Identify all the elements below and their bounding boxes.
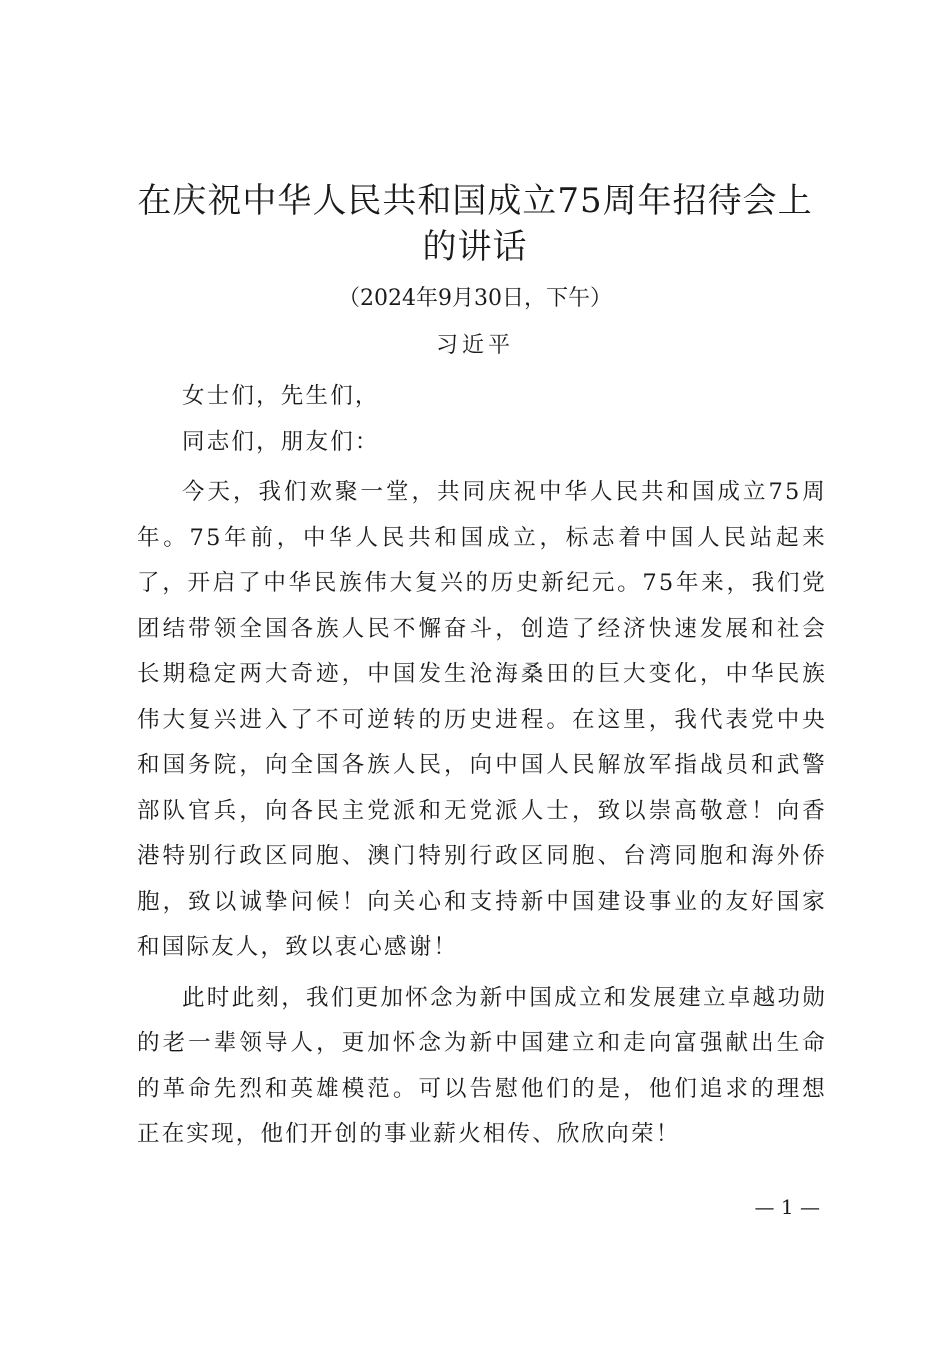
document-title: 在庆祝中华人民共和国成立75周年招待会上的讲话 [137,181,813,267]
body-paragraph: 此时此刻，我们更加怀念为新中国成立和发展建立卓越功勋的老一辈领导人，更加怀念为新中国建立和走向富强献出生命的革命先烈和英雄模范。可以告慰他们的是，他们追求的理想正在实现，他们开创的事业薪火相传、欣欣向荣！ [137,984,827,1147]
page-number: — 1 — [754,1195,820,1219]
salutation-line: 女士们，先生们， [182,383,380,409]
salutation-line: 同志们，朋友们： [182,428,380,455]
speech-date: （2024年9月30日，下午） [338,286,612,311]
speech-body [137,374,827,1158]
body-paragraph: 今天，我们欢聚一堂，共同庆祝中华人民共和国成立75周年。75年前，中华人民共和国成立，标志着中国人民站起来了，开启了中华民族伟大复兴的历史新纪元。75年来，我们党团结带领全国各族人民不懈奋斗，创造了经济快速发展和社会长期稳定两大奇迹，中国发生沧海桑田的巨大变化，中华民族伟大复兴进入了不可逆转的历史进程。在这里，我代表党中央和国务院，向全国各族人民，向中国人民解放军指战员和武警部队官兵，向各民主党派和无党派人士，致以崇高敬意！向香港特别行政区同胞、澳门特别行政区同胞、台湾同胞和海外侨胞，致以诚挚问候！向关心和支持新中国建设事业的友好国家和国际友人，致以衷心感谢！ [137,479,827,960]
speech-author: 习近平 [435,333,514,358]
